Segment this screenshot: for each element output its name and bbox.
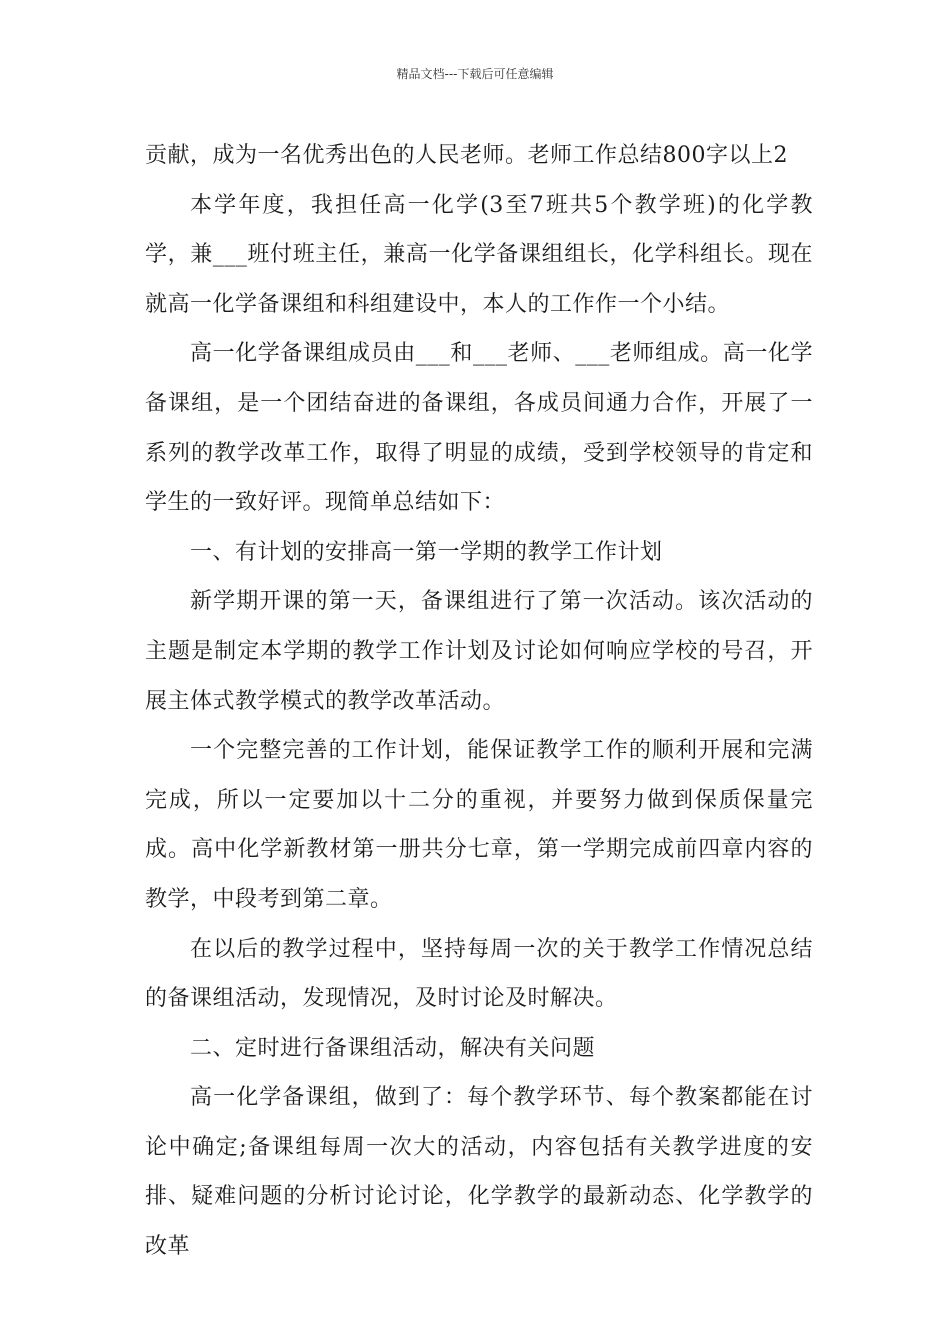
paragraph-7: 高一化学备课组，做到了：每个教学环节、每个教案都能在讨论中确定;备课组每周一次大的活动，内容包括有关教学进度的安排、疑难问题的分析讨论讨论，化学教学的最新动态、化学教学的改革	[145, 1085, 813, 1260]
paragraph-6: 在以后的教学过程中，坚持每周一次的关于教学工作情况总结的备课组活动，发现情况，及时讨论及时解决。	[145, 936, 813, 1012]
paragraph-1: 贡献，成为一名优秀出色的人民老师。老师工作总结800字以上2	[145, 143, 788, 168]
paragraph-2: 本学年度，我担任高一化学(3至7班共5个教学班)的化学教学，兼___班付班主任，兼高一化学备课组组长，化学科组长。现在就高一化学备课组和科组建设中，本人的工作作一个小结。	[145, 192, 813, 317]
paragraph-5: 一个完整完善的工作计划，能保证教学工作的顺利开展和完满完成，所以一定要加以十二分的重视，并要努力做到保质保量完成。高中化学新教材第一册共分七章，第一学期完成前四章内容的教学，中段考到第二章。	[145, 738, 813, 912]
section-heading-1: 一、有计划的安排高一第一学期的教学工作计划	[190, 539, 663, 565]
paragraph-4: 新学期开课的第一天，备课组进行了第一次活动。该次活动的主题是制定本学期的教学工作计划及讨论如何响应学校的号召，开展主体式教学模式的教学改革活动。	[145, 589, 813, 714]
document-body	[145, 131, 813, 1272]
page-header: 精品文档---下载后可任意编辑	[396, 67, 554, 81]
paragraph-3: 高一化学备课组成员由___和___老师、___老师组成。高一化学备课组，是一个团结奋进的备课组，各成员间通力合作，开展了一系列的教学改革工作，取得了明显的成绩，受到学校领导的肯定和学生的一致好评。现简单总结如下：	[145, 341, 813, 516]
section-heading-2: 二、定时进行备课组活动，解决有关问题	[190, 1035, 596, 1061]
